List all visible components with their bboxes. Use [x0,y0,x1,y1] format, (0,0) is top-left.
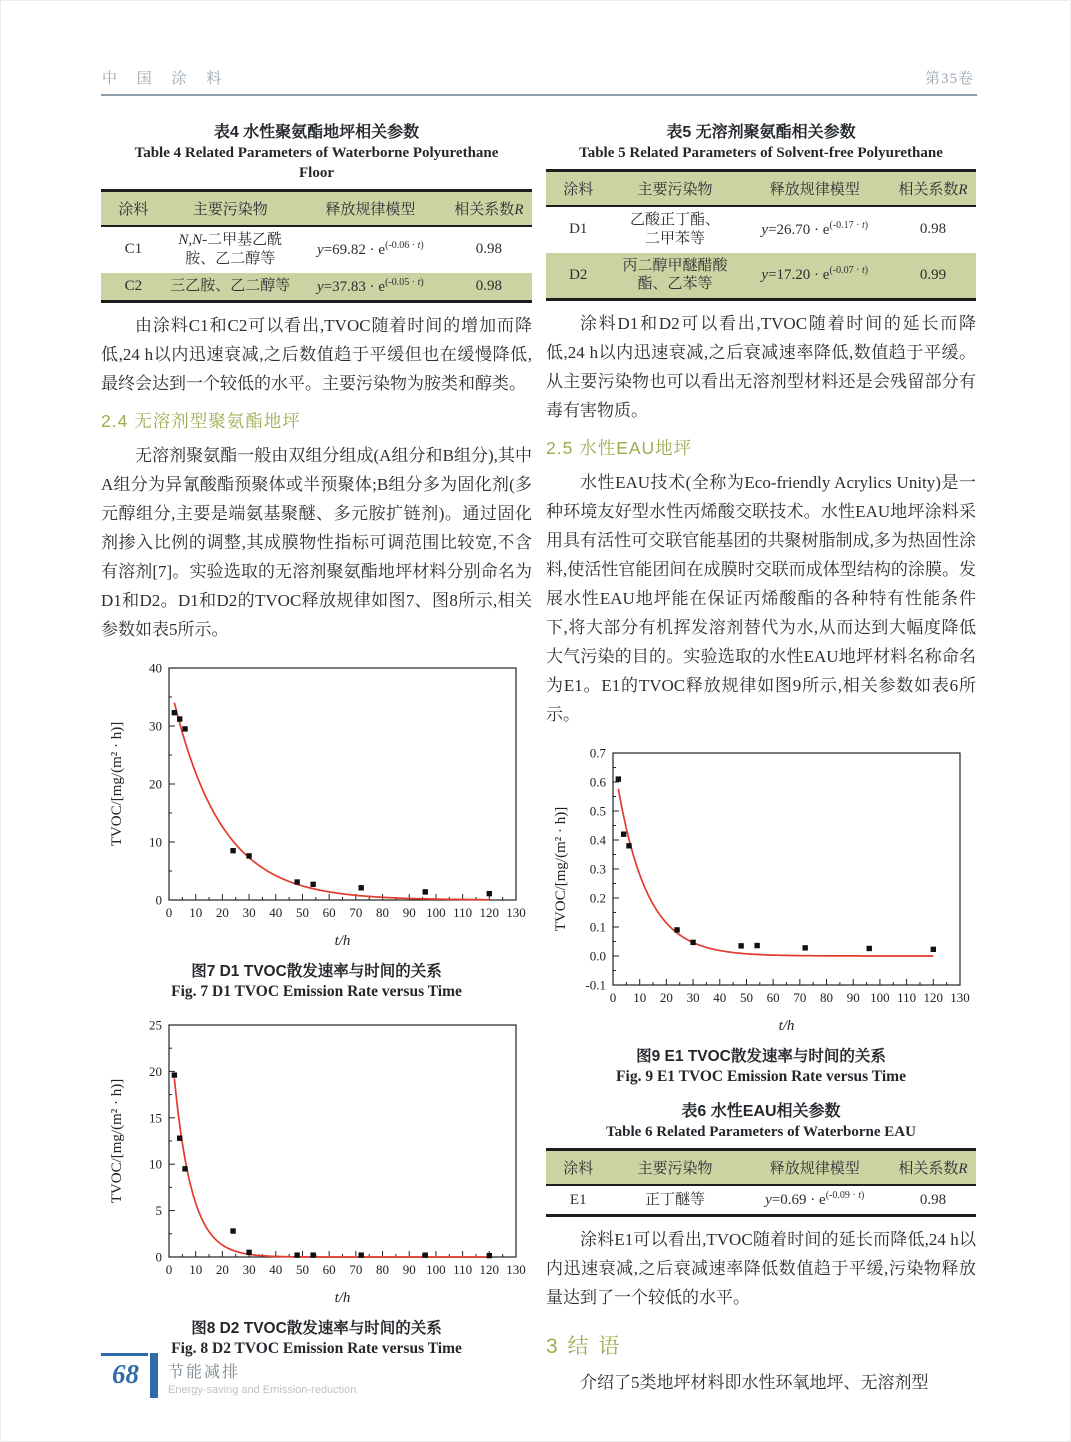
coating-cell: D2 [569,266,588,283]
data-point [230,1229,235,1234]
data-point [422,1253,427,1258]
x-tick-label: 130 [505,1262,526,1278]
page-footer [101,1353,356,1398]
figure9 [546,741,976,1086]
y-axis-label: TVOC/[mg/(m² · h)] [108,722,125,847]
data-point [246,853,251,858]
x-tick-label: 100 [425,1262,446,1278]
x-tick-label: 30 [686,990,700,1005]
footer-section-en: Energy-saving and Emission-reduction [168,1384,357,1396]
x-tick-label: 30 [242,905,256,921]
r-value-cell: 0.99 [919,266,947,283]
data-point [310,1253,315,1258]
table-header-cell: 相关系数R [890,171,976,207]
figure8 [101,1013,532,1358]
x-tick-label: 70 [348,1262,362,1278]
x-tick-label: 70 [348,905,362,921]
y-axis-label: TVOC/[mg/(m² · h)] [553,806,569,932]
model-cell: $y=0.69 \cdot e^{(-0.09 \cdot t)}$ [765,1190,865,1208]
pollutants-cell: 三乙胺、乙二醇等 [170,278,291,294]
x-tick-label: 110 [452,905,472,921]
x-tick-label: 10 [188,905,202,921]
table-row [101,226,532,273]
x-tick-label: 40 [713,990,727,1005]
x-tick-label: 40 [268,1262,282,1278]
figure8-emission-chart [105,1013,529,1309]
table6-title-cn: 表6 水性EAU相关参数 [681,1103,841,1120]
x-tick-label: 50 [295,905,309,921]
x-tick-label: 20 [659,990,673,1005]
y-tick-label: 40 [148,660,162,676]
table5-parameters-table [546,169,976,301]
footer-accent-bar [150,1353,158,1398]
paragraph-2-5: 水性EAU技术(全称为Eco-friendly Acrylics Unity)是一种环境友好型水性丙烯酸交联技术。水性EAU地坪涂料采用具有活性可交联官能基团的共聚树脂制成,多为热固性涂料,使活性官能团间在成膜时交联而成体型结构的涂膜。发展水性EAU地坪能在保证丙烯酸酯的各种特有性能条件下,将大部分有机挥发溶剂替代为水,从而达到大幅度降低大气污染的目的。实验选取的水性EAU地坪材料名称命名为E1。E1的TVOC释放规律如图9所示,相关参数如表6所示。 [546,473,976,724]
x-tick-label: 120 [923,990,944,1005]
model-cell: $y=17.20 \cdot e^{(-0.07 \cdot t)}$ [761,265,869,284]
data-point [616,776,621,781]
model-cell: $y=37.83 \cdot e^{(-0.05 \cdot t)}$ [317,276,424,295]
table-header-cell: 主要污染物 [611,1150,740,1186]
section-heading-2-4: 2.4 无溶剂型聚氨酯地坪 [101,411,301,432]
data-point [171,710,176,715]
data-point [294,1253,299,1258]
table4-title-en2: Floor [299,165,334,181]
data-point [626,843,631,848]
y-tick-label: 5 [155,1203,162,1219]
pollutants-cell: 乙酸正丁酯、 二甲苯等 [629,212,720,247]
y-tick-label: 0 [155,892,162,908]
table6-parameters-table [546,1148,976,1217]
figure9-emission-chart [549,741,973,1037]
table-header-cell: 释放规律模型 [295,191,446,227]
x-tick-label: 80 [375,905,389,921]
figure8-caption-cn: 图8 D2 TVOC散发速率与时间的关系 [191,1320,442,1338]
x-tick-label: 0 [165,905,172,921]
figure7-caption-en: Fig. 7 D1 TVOC Emission Rate versus Time [171,983,462,1001]
table-row [546,206,976,253]
y-tick-label: 0.7 [589,745,606,761]
x-tick-label: 40 [268,905,282,921]
table5-title-cn: 表5 无溶剂聚氨酯相关参数 [666,124,856,141]
data-point [310,882,315,887]
table-header-cell: 相关系数R [446,191,532,227]
section-heading-3: 3 结 语 [546,1334,622,1358]
x-axis-label: t/h [778,1018,795,1034]
data-point [182,1166,187,1171]
page-number: 68 [101,1353,148,1391]
data-point [176,1136,181,1141]
x-tick-label: 130 [505,905,526,921]
y-tick-label: 0.6 [589,774,606,790]
x-tick-label: 50 [739,990,753,1005]
data-point [422,889,427,894]
y-tick-label: 0 [155,1249,162,1265]
table4-parameters-table [101,189,532,303]
x-tick-label: 130 [950,990,970,1005]
data-point [294,880,299,885]
y-tick-label: 20 [148,1064,162,1080]
y-tick-label: 0.5 [589,803,606,819]
r-value-cell: 0.98 [919,221,947,238]
table-header-cell: 涂料 [101,191,166,227]
plot-frame [169,1025,516,1257]
table-header-cell: 涂料 [546,1150,611,1186]
y-tick-label: 10 [148,1156,162,1172]
paragraph-2-4: 无溶剂聚氨酯一般由双组分组成(A组分和B组分),其中A组分为异氰酸酯预聚体或半预聚体;B组分多为固化剂(多元醇组分,主要是端氨基聚醚、多元胺扩链剂)。通过固化剂掺入比例的调整,其成膜物性指标可调范围比较宽,不含有溶剂[7]。实验选取的无溶剂聚氨酯地坪材料分别命名为D1和D2。D1和D2的TVOC释放规律如图7、图8所示,相关参数如表5所示。 [101,446,532,640]
paragraph-conclusion: 介绍了5类地坪材料即水性环氧地坪、无溶剂型 [580,1372,929,1392]
y-tick-label: 15 [148,1110,162,1126]
data-point [621,832,626,837]
data-point [358,1253,363,1258]
x-tick-label: 100 [870,990,890,1005]
fit-curve [618,789,933,956]
y-tick-label: 0.1 [589,919,606,935]
model-cell: $y=26.70 \cdot e^{(-0.17 \cdot t)}$ [761,219,869,238]
header-rule [101,94,977,96]
plot-frame [169,668,516,900]
x-tick-label: 10 [633,990,647,1005]
right-column [546,107,976,1397]
table-header-row [546,1150,976,1186]
x-tick-label: 30 [242,1262,256,1278]
y-tick-label: 0.2 [589,890,606,906]
figure8-caption-en: Fig. 8 D2 TVOC Emission Rate versus Time [171,1340,462,1358]
footer-section-cn: 节能减排 [168,1364,241,1381]
x-tick-label: 80 [820,990,834,1005]
y-tick-label: -0.1 [585,977,606,993]
x-axis-label: t/h [334,933,350,950]
data-point [802,945,807,950]
data-point [931,947,936,952]
paragraph-c1c2: 由涂料C1和C2可以看出,TVOC随着时间的增加而降低,24 h以内迅速衰减,之后数值趋于平缓但也在缓慢降低,最终会达到一个较低的水平。主要污染物为胺类和醇类。 [101,316,532,394]
r-value-cell: 0.98 [475,278,503,294]
x-tick-label: 0 [165,1262,172,1278]
table4-block [101,119,532,303]
y-axis-label: TVOC/[mg/(m² · h)] [108,1079,125,1204]
y-tick-label: 0.3 [589,861,606,877]
x-tick-label: 20 [215,905,229,921]
table-header-cell: 主要污染物 [166,191,295,227]
y-tick-label: 25 [148,1017,162,1033]
data-point [486,891,491,896]
data-point [358,885,363,890]
figure9-caption-cn: 图9 E1 TVOC散发速率与时间的关系 [636,1048,886,1065]
table-header-cell: 释放规律模型 [740,171,891,207]
table-header-cell: 相关系数R [890,1150,976,1186]
coating-cell: D1 [569,221,588,238]
figure7 [101,656,532,1001]
table-row [546,1185,976,1215]
table-row [101,273,532,302]
y-tick-label: 20 [148,776,162,792]
r-value-cell: 0.98 [919,1191,947,1208]
table5-title-en: Table 5 Related Parameters of Solvent-free Polyurethane [579,145,943,161]
table-header-cell: 主要污染物 [611,171,740,207]
table6-block [546,1098,976,1217]
coating-cell: E1 [569,1191,587,1208]
x-tick-label: 10 [188,1262,202,1278]
y-tick-label: 10 [148,834,162,850]
table4-title-cn: 表4 水性聚氨酯地坪相关参数 [213,124,420,141]
data-point [176,717,181,722]
data-point [246,1250,251,1255]
x-tick-label: 0 [609,990,617,1005]
section-heading-2-5: 2.5 水性EAU地坪 [546,438,693,458]
paragraph-e1: 涂料E1可以看出,TVOC随着时间的延长而降低,24 h以内迅速衰减,之后衰减速率降低数值趋于平缓,污染物释放量达到了一个较低的水平。 [546,1229,976,1307]
table6-title-en: Table 6 Related Parameters of Waterborne EAU [606,1124,916,1140]
x-tick-label: 120 [479,1262,499,1278]
model-cell: $y=69.82 \cdot e^{(-0.06 \cdot t)}$ [317,239,424,258]
table-header-cell: 涂料 [546,171,611,207]
journal-title: 中 国 涂 料 [102,71,230,87]
figure7-caption-cn: 图7 D1 TVOC散发速率与时间的关系 [191,963,442,981]
data-point [182,726,187,731]
data-point [738,943,743,948]
data-point [486,1253,491,1258]
data-point [754,943,759,948]
data-point [867,946,872,951]
x-tick-label: 50 [295,1262,309,1278]
x-tick-label: 90 [846,990,860,1005]
pollutants-cell: 丙二醇甲醚醋酸 酯、乙苯等 [622,257,728,293]
x-tick-label: 90 [402,1262,416,1278]
plot-frame [613,753,960,985]
x-tick-label: 90 [402,905,416,921]
y-tick-label: 0.4 [589,832,606,848]
figure7-emission-chart [105,656,529,952]
table-row [546,253,976,300]
coating-cell: C1 [124,241,143,258]
coating-cell: C2 [124,278,143,294]
x-axis-label: t/h [334,1290,350,1307]
x-tick-label: 60 [322,1262,336,1278]
x-tick-label: 70 [793,990,807,1005]
pollutants-cell: N,N-二甲基乙酰 胺、乙二醇等 [178,232,283,267]
x-tick-label: 60 [322,905,336,921]
pollutants-cell: 正丁醚等 [644,1191,705,1208]
x-tick-label: 60 [766,990,780,1005]
table-header-row [101,191,532,227]
table-header-cell: 释放规律模型 [740,1150,891,1186]
x-tick-label: 20 [215,1262,229,1278]
data-point [171,1073,176,1078]
r-value-cell: 0.98 [475,241,503,258]
table-header-row [546,171,976,207]
fit-curve [174,1079,489,1258]
x-tick-label: 100 [425,905,446,921]
x-tick-label: 80 [375,1262,389,1278]
y-tick-label: 30 [148,718,162,734]
volume-label: 第35卷 [924,71,974,87]
fit-curve [174,703,489,900]
footer-section [168,1353,356,1396]
left-column [101,107,532,1358]
y-tick-label: 0.0 [589,948,606,964]
x-tick-label: 120 [479,905,499,921]
data-point [674,927,679,932]
x-tick-label: 110 [452,1262,472,1278]
figure9-caption-en: Fig. 9 E1 TVOC Emission Rate versus Time [616,1068,906,1085]
table4-title-en: Table 4 Related Parameters of Waterborne Polyurethane [134,145,499,161]
data-point [690,940,695,945]
table5-block [546,119,976,301]
x-tick-label: 110 [897,990,917,1005]
paragraph-d1d2: 涂料D1和D2可以看出,TVOC随着时间的延长而降低,24 h以内迅速衰减,之后衰减速率降低,数值趋于平缓。从主要污染物也可以看出无溶剂型材料还是会残留部分有毒有害物质。 [546,314,976,420]
data-point [230,848,235,853]
